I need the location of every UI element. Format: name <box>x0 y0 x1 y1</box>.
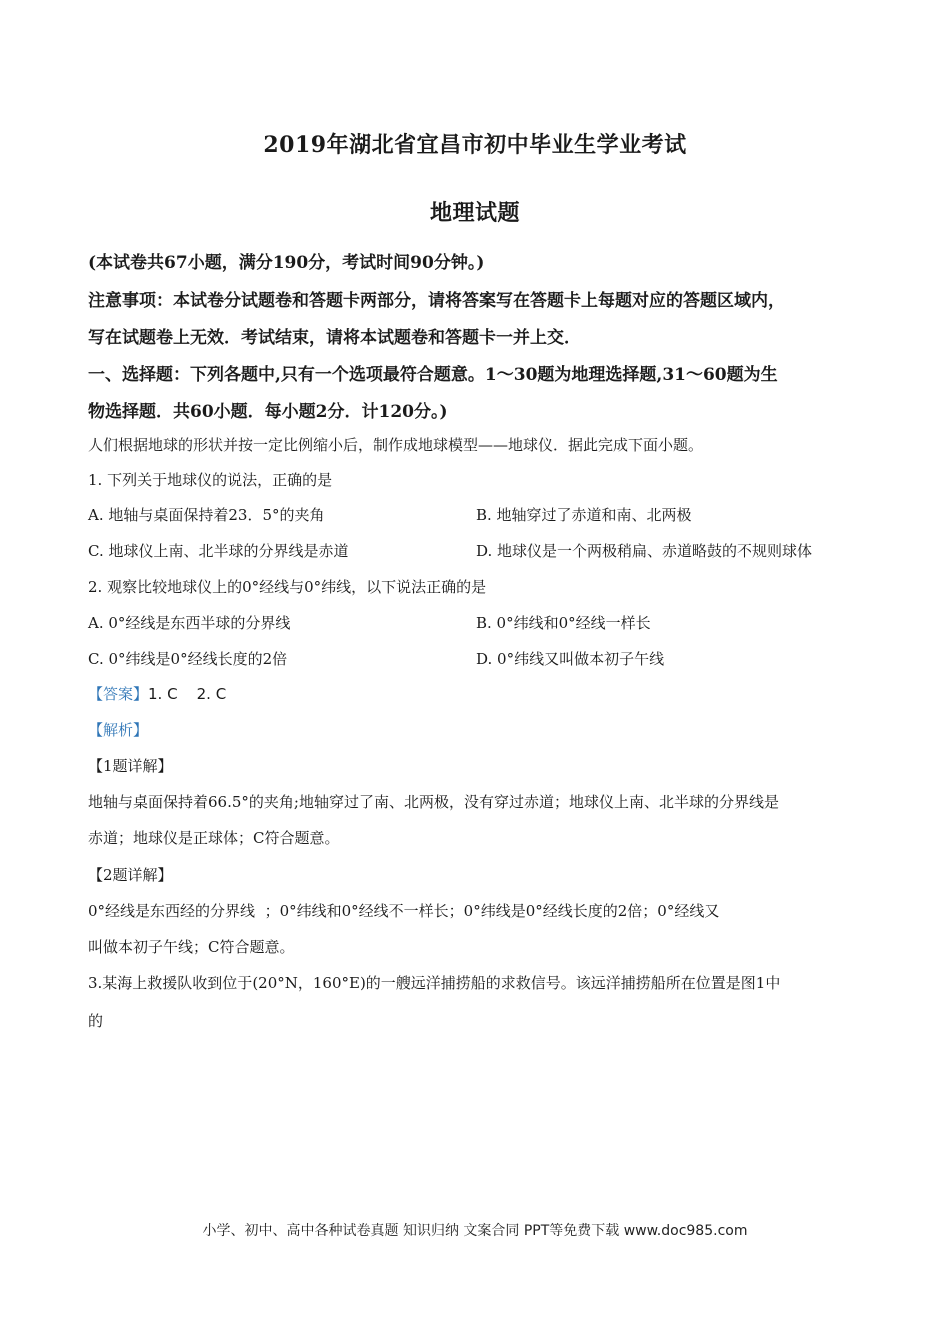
question-2-option-d: D. 0°纬线又叫做本初子午线 <box>476 650 665 668</box>
analysis-label: 【解析】 <box>88 721 149 739</box>
detail-1-line-1: 地轴与桌面保持着66.5°的夹角;地轴穿过了南、北两极，没有穿过赤道；地球仪上南、北半球的分界线是 <box>88 793 779 811</box>
question-1-option-d: D. 地球仪是一个两极稍扁、赤道略鼓的不规则球体 <box>476 542 813 560</box>
question-3-line-2: 的 <box>88 1012 104 1030</box>
question-1-option-b: B. 地轴穿过了赤道和南、北两极 <box>476 506 692 524</box>
notice-line-2: 写在试题卷上无效．考试结束，请将本试题卷和答题卡一并上交． <box>88 328 581 348</box>
intro-text: 人们根据地球的形状并按一定比例缩小后，制作成地球模型——地球仪．据此完成下面小题。 <box>88 436 704 454</box>
question-2: 2. 观察比较地球仪上的0°经线与0°纬线，以下说法正确的是 <box>88 578 487 596</box>
answer-line <box>88 683 226 704</box>
section-heading-2: 物选择题．共60小题．每小题2分．计120分。) <box>88 402 448 422</box>
detail-2-line-2: 叫做本初子午线；C符合题意。 <box>88 938 295 956</box>
answer-text: 1. C 2. C <box>148 685 227 703</box>
section-heading-1: 一、选择题：下列各题中,只有一个选项最符合题意。1～30题为地理选择题,31～60题为生 <box>88 365 778 385</box>
question-1-option-a: A. 地轴与桌面保持着23．5°的夹角 <box>88 506 325 524</box>
page-footer: 小学、初中、高中各种试卷真题 知识归纳 文案合同 PPT等免费下载 www.doc985.com <box>202 1223 748 1239</box>
answer-label: 【答案】 <box>88 685 149 703</box>
exam-info: (本试卷共67小题，满分190分，考试时间90分钟。) <box>88 253 485 273</box>
question-3-line-1: 3.某海上救援队收到位于(20°N，160°E)的一艘远洋捕捞船的求救信号。该远洋捕捞船所在位置是图1中 <box>88 974 781 992</box>
question-1-option-c: C. 地球仪上南、北半球的分界线是赤道 <box>88 542 349 560</box>
question-2-option-b: B. 0°纬线和0°经线一样长 <box>476 614 651 632</box>
question-2-option-c: C. 0°纬线是0°经线长度的2倍 <box>88 650 288 668</box>
subject-title: 地理试题 <box>429 200 520 226</box>
notice-line-1: 注意事项：本试卷分试题卷和答题卡两部分，请将答案写在答题卡上每题对应的答题区域内， <box>88 291 785 311</box>
detail-1-label: 【1题详解】 <box>88 757 173 775</box>
detail-2-label: 【2题详解】 <box>88 866 173 884</box>
question-1: 1. 下列关于地球仪的说法，正确的是 <box>88 471 333 489</box>
question-2-option-a: A. 0°经线是东西半球的分界线 <box>88 614 291 632</box>
exam-title: 2019年湖北省宜昌市初中毕业生学业考试 <box>263 132 687 158</box>
detail-2-line-1: 0°经线是东西经的分界线 ；0°纬线和0°经线不一样长；0°纬线是0°经线长度的2倍；0°经线又 <box>88 902 720 920</box>
detail-1-line-2: 赤道；地球仪是正球体；C符合题意。 <box>88 829 340 847</box>
